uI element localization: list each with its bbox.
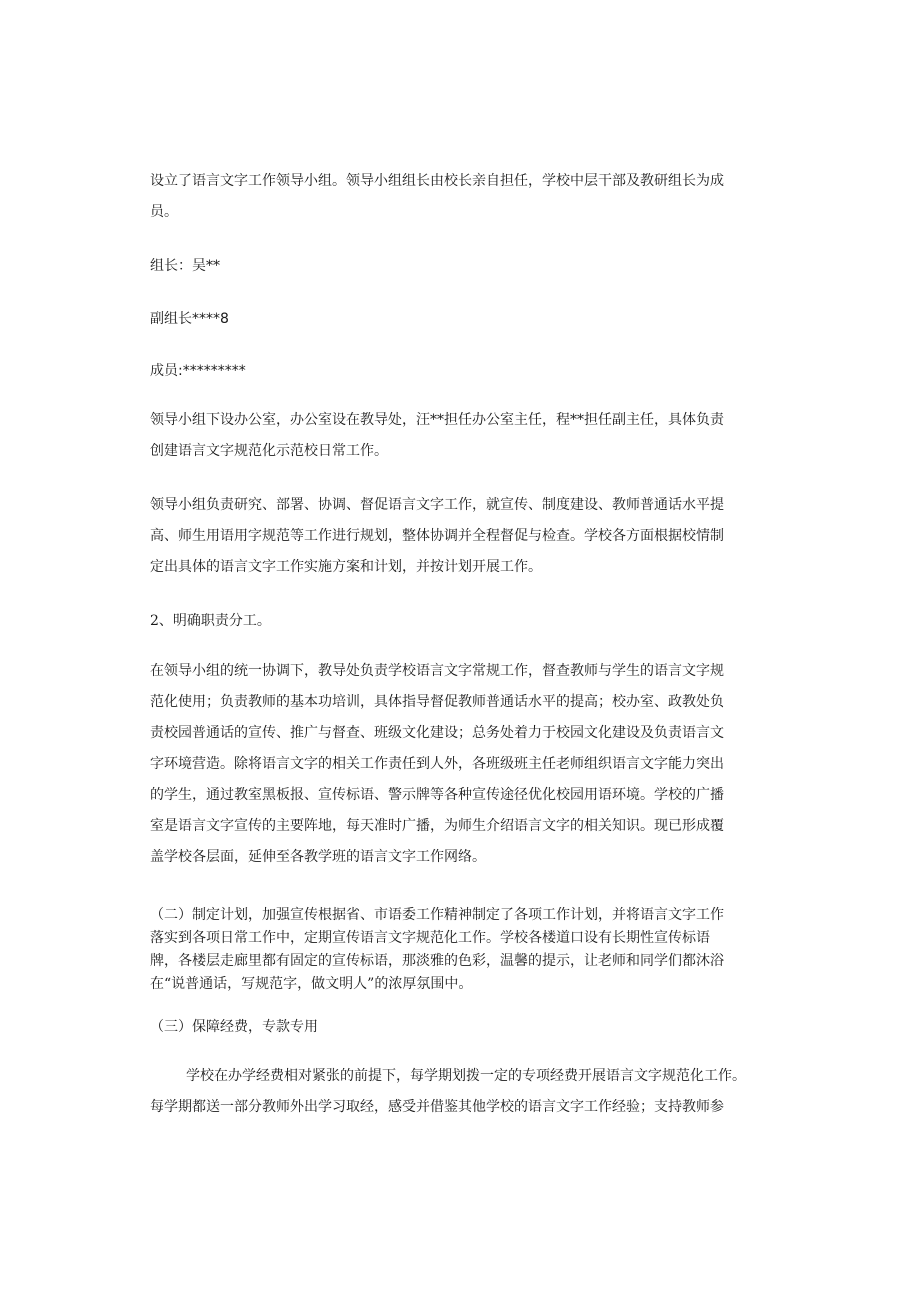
- section-heading-3: （三）保障经费，专款专用: [150, 1019, 318, 1035]
- text-line: 定出具体的语言文字工作实施方案和计划，并按计划开展工作。: [150, 559, 542, 575]
- leader-line: 组长：吴**: [150, 258, 220, 274]
- text-line: 盖学校各层面，延伸至各教学班的语言文字工作网络。: [150, 849, 486, 865]
- text-line: 室是语言文字宣传的主要阵地，每天准时广播，为师生介绍语言文字的相关知识。现已形成覆: [150, 818, 724, 834]
- paragraph-office: [150, 405, 770, 467]
- text-line: 高、师生用语用字规范等工作进行规划，整体协调并全程督促与检查。学校各方面根据校情制: [150, 528, 724, 544]
- text-line: 的学生，通过教室黑板报、宣传标语、警示牌等各种宣传途径优化校园用语环境。学校的广播: [150, 787, 724, 803]
- text-line: 牌，各楼层走廊里都有固定的宣传标语，那淡雅的色彩，温馨的提示，让老师和同学们都沐浴: [150, 953, 724, 969]
- section-heading-2: 2、明确职责分工。: [150, 613, 271, 629]
- deputy-leader-line: 副组长****8: [150, 311, 229, 327]
- text-line: 范化使用；负责教师的基本功培训，具体指导督促教师普通话水平的提高；校办室、政教处负: [150, 694, 724, 710]
- members-line: 成员:*********: [150, 363, 246, 379]
- paragraph-duties: [150, 490, 770, 583]
- text-line: 学校在办学经费相对紧张的前提下，每学期划拨一定的专项经费开展语言文字规范化工作。: [186, 1068, 746, 1084]
- text-line: 在“说普通话，写规范字，做文明人”的浓厚氛围中。: [150, 976, 473, 992]
- paragraph-plan: [150, 904, 770, 996]
- text-line: 字环境营造。除将语言文字的相关工作责任到人外，各班级班主任老师组织语言文字能力突出: [150, 756, 724, 772]
- text-line: 每学期都送一部分教师外出学习取经，感受并借鉴其他学校的语言文字工作经验；支持教师参: [150, 1099, 724, 1115]
- paragraph-funds: [150, 1061, 770, 1123]
- paragraph-leadership-group: [150, 166, 770, 228]
- text-line: 在领导小组的统一协调下，教导处负责学校语言文字常规工作，督查教师与学生的语言文字规: [150, 663, 724, 679]
- paragraph-division-of-duties: [150, 656, 770, 873]
- text-line: 设立了语言文字工作领导小组。领导小组组长由校长亲自担任，学校中层干部及教研组长为成: [150, 173, 724, 189]
- text-line: 员。: [150, 204, 178, 220]
- text-line: 创建语言文字规范化示范校日常工作。: [150, 443, 388, 459]
- text-line: 落实到各项日常工作中，定期宣传语言文字规范化工作。学校各楼道口设有长期性宣传标语: [150, 930, 710, 946]
- text-line: 领导小组下设办公室，办公室设在教导处，汪**担任办公室主任，程**担任副主任，具体负责: [150, 412, 724, 428]
- text-line: 责校园普通话的宣传、推广与督查、班级文化建设；总务处着力于校园文化建设及负责语言文: [150, 725, 724, 741]
- text-line: （二）制定计划，加强宣传根据省、市语委工作精神制定了各项工作计划，并将语言文字工作: [150, 907, 724, 923]
- text-line: 领导小组负责研究、部署、协调、督促语言文字工作，就宣传、制度建设、教师普通话水平提: [150, 497, 724, 513]
